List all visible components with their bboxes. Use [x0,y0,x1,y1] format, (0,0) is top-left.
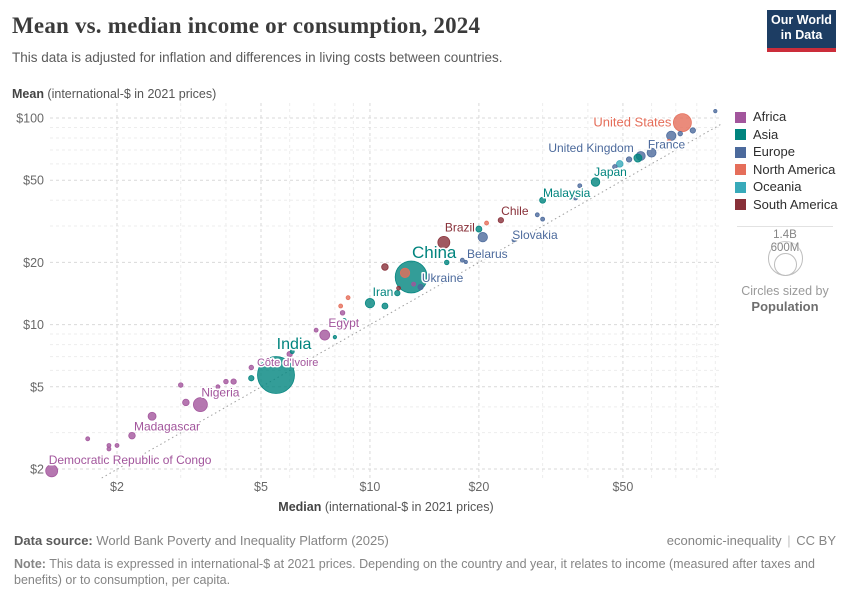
data-point-country[interactable] [224,379,229,384]
data-point-country[interactable] [249,376,254,381]
data-point-country[interactable] [478,232,487,241]
country-label-united-states[interactable]: United States [593,114,672,130]
logo-line2: in Data [780,28,823,42]
data-point-country[interactable] [249,365,254,370]
data-point-chile[interactable] [498,218,503,223]
page-title: Mean vs. median income or consumption, 2024 [12,13,481,38]
data-point-country[interactable] [365,298,374,307]
footer [14,533,836,548]
x-axis-title: Median (international-$ in 2021 prices) [278,500,494,514]
size-legend-caption: Circles sized by Population [741,284,829,314]
data-point-country[interactable] [485,221,489,225]
legend-label: Oceania [753,179,802,194]
country-label-china[interactable]: China [411,242,457,262]
logo-line1: Our World [771,13,832,27]
country-label-c-te-d-ivoire[interactable]: Côte d'Ivoire [256,357,319,370]
data-point-country[interactable] [476,226,482,232]
data-point-country[interactable] [690,128,695,133]
country-label-madagascar[interactable]: Madagascar [133,419,201,434]
data-point-united-states[interactable] [673,114,691,132]
continent-legend [735,111,838,216]
data-point-iran[interactable] [395,290,400,295]
legend-item-europe[interactable] [735,146,838,159]
legend-label: North America [753,161,836,177]
data-point-country[interactable] [541,217,545,221]
country-label-belarus[interactable]: Belarus [466,247,508,262]
country-label-democratic-republic-of-congo[interactable]: Democratic Republic of Congo [48,452,212,467]
legend-swatch-north-america [735,164,746,175]
data-point-country[interactable] [626,157,631,162]
country-label-chile[interactable]: Chile [501,204,529,219]
legend-swatch-europe [735,147,746,158]
country-label-ukraine[interactable]: Ukraine [421,271,464,286]
data-point-country[interactable] [231,379,236,384]
data-point-ukraine[interactable] [418,284,423,289]
x-tick-label: $5 [254,480,268,494]
data-point-country[interactable] [86,437,90,441]
legend-label: Europe [753,144,795,159]
legend-swatch-africa [735,112,746,123]
size-legend-big-value: 1.4B [773,229,797,241]
license-link[interactable]: CC BY [796,533,836,548]
legend-label: Africa [753,109,787,124]
legend-swatch-south-america [735,199,746,210]
country-label-brazil[interactable]: Brazil [444,220,475,235]
x-tick-label: $20 [468,480,490,494]
legend-item-oceania[interactable] [735,181,838,194]
dataset-link[interactable]: economic-inequality [666,533,782,548]
legend-item-north-america[interactable] [735,161,838,177]
data-source: Data source: World Bank Poverty and Inequality Platform (2025) [14,533,389,548]
country-label-iran[interactable]: Iran [372,285,394,300]
data-point-country[interactable] [333,335,336,338]
data-point-country[interactable] [183,399,190,406]
data-point-nigeria[interactable] [193,398,207,412]
data-point-country[interactable] [714,109,717,112]
legend-swatch-oceania [735,182,746,193]
size-legend [733,228,837,315]
legend-item-south-america[interactable] [735,196,838,212]
data-point-country[interactable] [346,296,350,300]
data-point-country[interactable] [535,213,539,217]
data-point-country[interactable] [382,264,389,271]
y-tick-label: $5 [30,380,44,395]
y-tick-label: $2 [30,462,44,477]
country-label-slovakia[interactable]: Slovakia [512,227,558,242]
data-point-country[interactable] [412,282,416,286]
data-point-country[interactable] [678,131,683,136]
country-label-france[interactable]: France [647,137,686,152]
x-tick-label: $2 [110,480,124,494]
data-point-country[interactable] [340,311,345,316]
data-point-country[interactable] [339,304,343,308]
x-tick-label: $50 [612,480,634,494]
data-point-country[interactable] [107,447,111,451]
data-point-country[interactable] [314,328,318,332]
legend-item-africa[interactable] [735,111,838,124]
y-tick-label: $10 [23,318,44,333]
data-point-country[interactable] [400,268,409,277]
y-tick-label: $20 [23,255,44,270]
country-label-india[interactable]: India [276,336,312,354]
legend-item-asia[interactable] [735,126,838,142]
x-tick-label: $10 [359,480,381,494]
size-legend-small-value: 600M [770,242,800,254]
legend-label: Asia [753,126,779,142]
data-point-country[interactable] [634,154,642,162]
country-label-united-kingdom[interactable]: United Kingdom [548,140,634,155]
legend-label: South America [753,196,838,212]
country-label-egypt[interactable]: Egypt [328,316,360,331]
data-point-country[interactable] [178,383,183,388]
y-tick-label: $100 [16,111,44,126]
country-label-malaysia[interactable]: Malaysia [542,186,591,201]
data-point-egypt[interactable] [320,330,330,340]
footer-links: economic-inequality | CC BY [666,533,836,548]
legend-divider [737,226,833,227]
country-label-nigeria[interactable]: Nigeria [201,385,240,400]
data-point-country[interactable] [397,286,401,290]
size-legend-inner-circle [774,253,797,276]
data-point-country[interactable] [382,303,388,309]
legend-swatch-asia [735,129,746,140]
chart-subtitle: This data is adjusted for inflation and differences in living costs between countries. [12,50,503,65]
country-label-japan[interactable]: Japan [594,165,627,180]
y-tick-label: $50 [23,173,44,188]
data-point-country[interactable] [115,443,119,447]
footnote: Note: This data is expressed in international-$ at 2021 prices. Depending on the country and year, it relates to income (measured after taxes and benefits) or to consumption, per capita. [14,557,815,588]
y-axis-title: Mean (international-$ in 2021 prices) [12,87,217,101]
